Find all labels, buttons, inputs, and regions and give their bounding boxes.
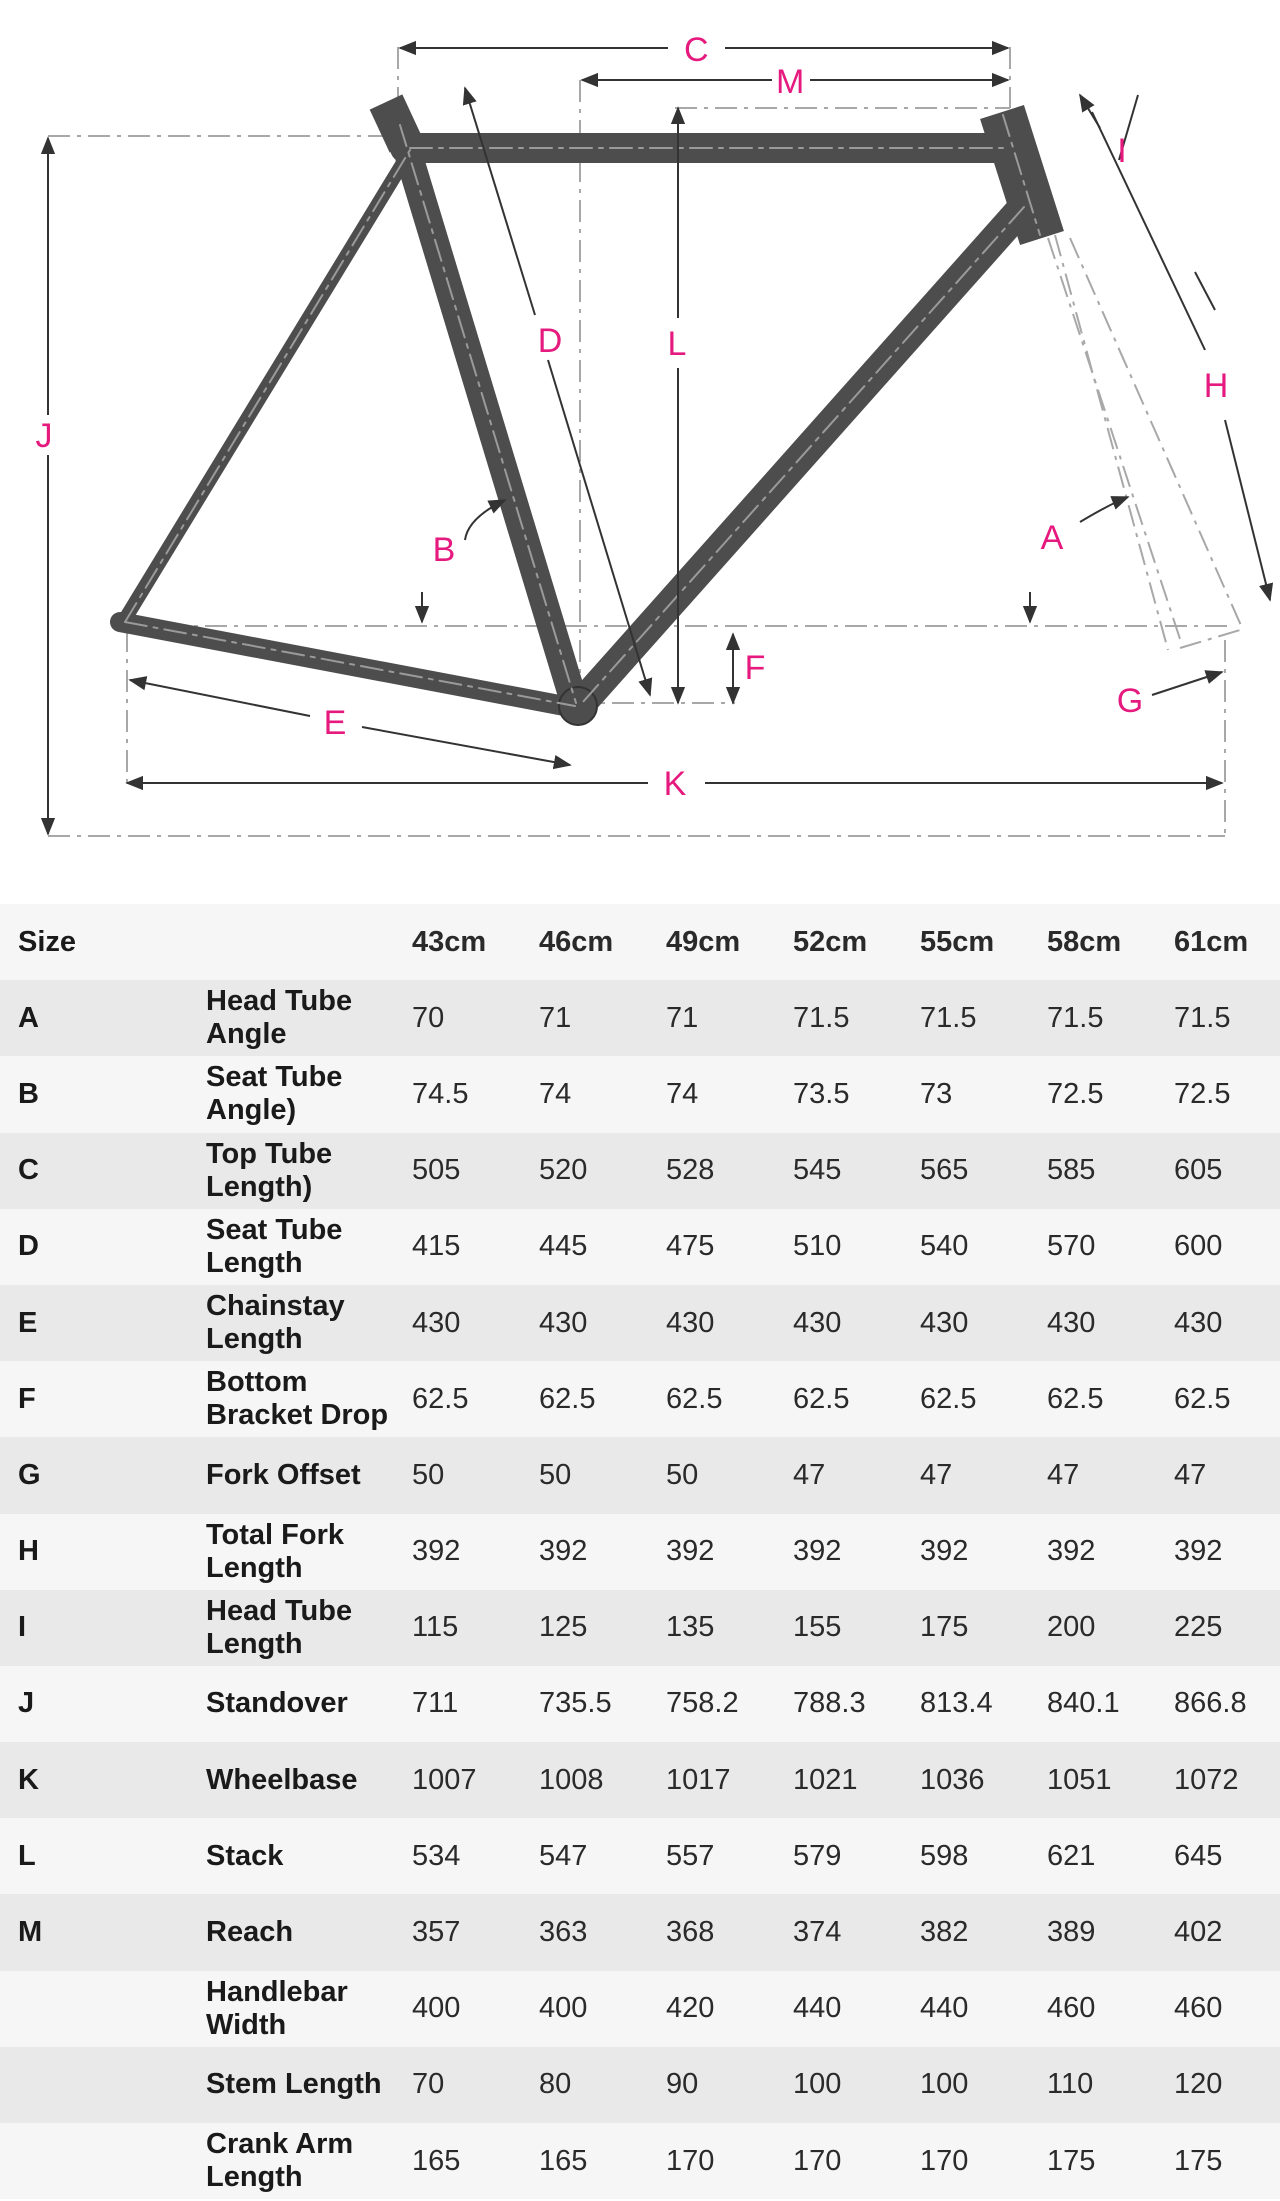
row-value-cell: 788.3 [793,1687,866,1720]
row-value-cell: 598 [920,1839,969,1872]
row-value-cell: 368 [666,1916,715,1949]
row-value-cell: 711 [412,1687,459,1720]
row-value-cell: 520 [539,1154,588,1187]
row-letter: K [18,1763,39,1796]
row-value-cell: 73 [920,1077,953,1110]
row-value-cell: 1008 [539,1763,604,1796]
row-value-cell: 565 [920,1154,969,1187]
row-value-cell: 540 [920,1230,969,1263]
row-value-cell: 605 [1174,1154,1223,1187]
row-value-cell: 170 [666,2144,715,2177]
table-row [0,1209,1280,1285]
row-value-cell: 71.5 [920,1001,977,1034]
row-value-cell: 80 [539,2068,572,2101]
row-value-cell: 400 [539,1992,588,2025]
row-value-cell: 74 [539,1077,572,1110]
row-value-cell: 392 [1047,1535,1096,1568]
table-row [0,1818,1280,1894]
row-measurement-name: Fork Offset [206,1458,361,1491]
row-value-cell: 430 [539,1306,588,1339]
row-value-cell: 475 [666,1230,715,1263]
table-row [0,1742,1280,1818]
row-letter: M [18,1916,43,1949]
geometry-table-body [0,980,1280,2199]
row-value-cell: 175 [1047,2144,1096,2177]
row-measurement-name: Bottom Bracket Drop [206,1366,389,1432]
row-value-cell: 100 [793,2068,842,2101]
row-value-cell: 120 [1174,2068,1223,2101]
row-value-cell: 357 [412,1916,461,1949]
size-header: Size [18,925,77,958]
row-value-cell: 547 [539,1839,588,1872]
table-row [0,1133,1280,1209]
table-row [0,2047,1280,2123]
row-letter: L [18,1839,36,1872]
row-value-cell: 90 [666,2068,699,2101]
row-value-cell: 110 [1047,2068,1094,2101]
row-value-cell: 545 [793,1154,842,1187]
row-value-cell: 74 [666,1077,699,1110]
row-value-cell: 579 [793,1839,842,1872]
row-value-cell: 505 [412,1154,461,1187]
row-value-cell: 402 [1174,1916,1223,1949]
row-value-cell: 62.5 [1047,1382,1104,1415]
row-value-cell: 73.5 [793,1077,850,1110]
row-letter: C [18,1154,39,1187]
table-row [0,1361,1280,1437]
row-measurement-name: Head Tube Angle [206,985,353,1051]
row-value-cell: 392 [1174,1535,1223,1568]
row-value-cell: 363 [539,1916,588,1949]
row-value-cell: 71.5 [793,1001,850,1034]
row-value-cell: 430 [1174,1306,1223,1339]
row-value-cell: 840.1 [1047,1687,1120,1720]
geometry-table [0,904,1280,2199]
row-value-cell: 440 [920,1992,969,2025]
label-A: A [1040,519,1064,557]
table-row [0,1666,1280,1742]
row-value-cell: 374 [793,1916,842,1949]
row-value-cell: 70 [412,2068,445,2101]
table-row [0,1056,1280,1132]
row-letter [0,2123,206,2199]
table-row [0,980,1280,1056]
row-value-cell: 460 [1047,1992,1096,2025]
label-B: B [432,531,456,569]
size-col-header: 55cm [920,925,995,958]
row-measurement-name: Stack [206,1839,284,1872]
row-value-cell: 135 [666,1611,715,1644]
label-I: I [1117,132,1127,170]
row-value-cell: 758.2 [666,1687,739,1720]
row-letter: D [18,1230,39,1263]
row-value-cell: 1072 [1174,1763,1239,1796]
row-value-cell: 62.5 [920,1382,977,1415]
table-header-row [0,904,1280,980]
label-K: K [663,765,687,803]
row-value-cell: 415 [412,1230,461,1263]
row-value-cell: 430 [666,1306,715,1339]
label-H: H [1203,367,1229,405]
row-measurement-name: Handlebar Width [206,1975,348,2041]
row-letter: F [18,1382,36,1415]
table-row [0,2123,1280,2199]
row-letter: E [18,1306,38,1339]
row-value-cell: 1036 [920,1763,985,1796]
row-value-cell: 382 [920,1916,969,1949]
row-value-cell: 62.5 [1174,1382,1231,1415]
row-value-cell: 62.5 [666,1382,723,1415]
row-value-cell: 50 [412,1458,445,1491]
row-value-cell: 62.5 [793,1382,850,1415]
size-col-header: 61cm [1174,925,1249,958]
row-value-cell: 392 [666,1535,715,1568]
row-value-cell: 200 [1047,1611,1096,1644]
row-value-cell: 392 [539,1535,588,1568]
row-value-cell: 155 [793,1611,842,1644]
row-value-cell: 585 [1047,1154,1096,1187]
row-value-cell: 47 [793,1458,826,1491]
label-G: G [1116,682,1144,720]
row-value-cell: 175 [920,1611,969,1644]
size-col-header: 49cm [666,925,741,958]
row-letter: I [18,1611,27,1644]
row-measurement-name: Wheelbase [206,1763,358,1796]
table-row [0,1437,1280,1513]
row-value-cell: 430 [412,1306,461,1339]
row-value-cell: 866.8 [1174,1687,1247,1720]
row-value-cell: 74.5 [412,1077,469,1110]
row-value-cell: 165 [539,2144,588,2177]
row-measurement-name: Seat Tube Length [206,1213,343,1279]
row-value-cell: 528 [666,1154,715,1187]
row-value-cell: 460 [1174,1992,1223,2025]
row-value-cell: 430 [1047,1306,1096,1339]
row-value-cell: 392 [412,1535,461,1568]
row-letter: G [18,1458,41,1491]
size-col-header: 52cm [793,925,868,958]
row-value-cell: 100 [920,2068,969,2101]
row-letter: J [18,1687,35,1720]
row-value-cell: 47 [1047,1458,1080,1491]
row-value-cell: 72.5 [1174,1077,1231,1110]
row-value-cell: 510 [793,1230,842,1263]
row-value-cell: 50 [539,1458,572,1491]
row-letter [0,2047,206,2123]
table-row [0,1285,1280,1361]
row-letter: B [18,1077,39,1110]
row-measurement-name: Top Tube Length) [206,1137,333,1203]
size-col-header: 46cm [539,925,614,958]
label-D: D [537,322,563,360]
row-value-cell: 1017 [666,1763,731,1796]
row-value-cell: 47 [1174,1458,1207,1491]
row-value-cell: 389 [1047,1916,1096,1949]
row-measurement-name: Chainstay Length [206,1290,345,1356]
row-value-cell: 175 [1174,2144,1223,2177]
row-value-cell: 225 [1174,1611,1223,1644]
row-value-cell: 557 [666,1839,715,1872]
row-value-cell: 534 [412,1839,461,1872]
row-value-cell: 570 [1047,1230,1096,1263]
row-value-cell: 62.5 [539,1382,596,1415]
frame-geometry-diagram [0,0,1280,870]
row-value-cell: 392 [920,1535,969,1568]
row-value-cell: 392 [793,1535,842,1568]
table-row [0,1894,1280,1970]
row-letter [0,1971,206,2047]
size-col-header: 43cm [412,925,487,958]
row-value-cell: 1051 [1047,1763,1112,1796]
row-value-cell: 71.5 [1047,1001,1104,1034]
row-measurement-name: Stem Length [206,2068,382,2101]
row-value-cell: 47 [920,1458,953,1491]
row-letter: A [18,1001,39,1034]
row-value-cell: 50 [666,1458,699,1491]
row-value-cell: 1021 [793,1763,858,1796]
row-measurement-name: Reach [206,1916,294,1949]
table-row [0,1971,1280,2047]
row-measurement-name: Seat Tube Angle) [206,1061,343,1127]
label-L: L [667,325,687,363]
row-value-cell: 400 [412,1992,461,2025]
row-value-cell: 170 [793,2144,842,2177]
row-value-cell: 72.5 [1047,1077,1104,1110]
row-measurement-name: Standover [206,1687,348,1720]
label-F: F [744,649,766,687]
row-value-cell: 170 [920,2144,969,2177]
row-value-cell: 115 [412,1611,459,1644]
row-value-cell: 440 [793,1992,842,2025]
row-value-cell: 430 [793,1306,842,1339]
label-M: M [776,63,805,101]
row-value-cell: 70 [412,1001,445,1034]
table-row [0,1590,1280,1666]
row-value-cell: 71 [539,1001,572,1034]
size-col-header: 58cm [1047,925,1122,958]
row-measurement-name: Head Tube Length [206,1594,353,1660]
row-value-cell: 600 [1174,1230,1223,1263]
row-value-cell: 420 [666,1992,715,2025]
row-measurement-name: Total Fork Length [206,1518,345,1584]
row-letter: H [18,1535,39,1568]
row-value-cell: 445 [539,1230,588,1263]
row-value-cell: 1007 [412,1763,477,1796]
row-value-cell: 62.5 [412,1382,469,1415]
row-value-cell: 71 [666,1001,699,1034]
row-value-cell: 71.5 [1174,1001,1231,1034]
row-value-cell: 621 [1047,1839,1096,1872]
row-value-cell: 165 [412,2144,461,2177]
row-value-cell: 813.4 [920,1687,993,1720]
row-measurement-name: Crank Arm Length [206,2128,354,2194]
label-E: E [323,704,347,742]
row-value-cell: 430 [920,1306,969,1339]
row-value-cell: 645 [1174,1839,1223,1872]
label-J: J [35,417,53,455]
row-value-cell: 125 [539,1611,588,1644]
label-C: C [684,31,709,69]
table-row [0,1514,1280,1590]
row-value-cell: 735.5 [539,1687,612,1720]
